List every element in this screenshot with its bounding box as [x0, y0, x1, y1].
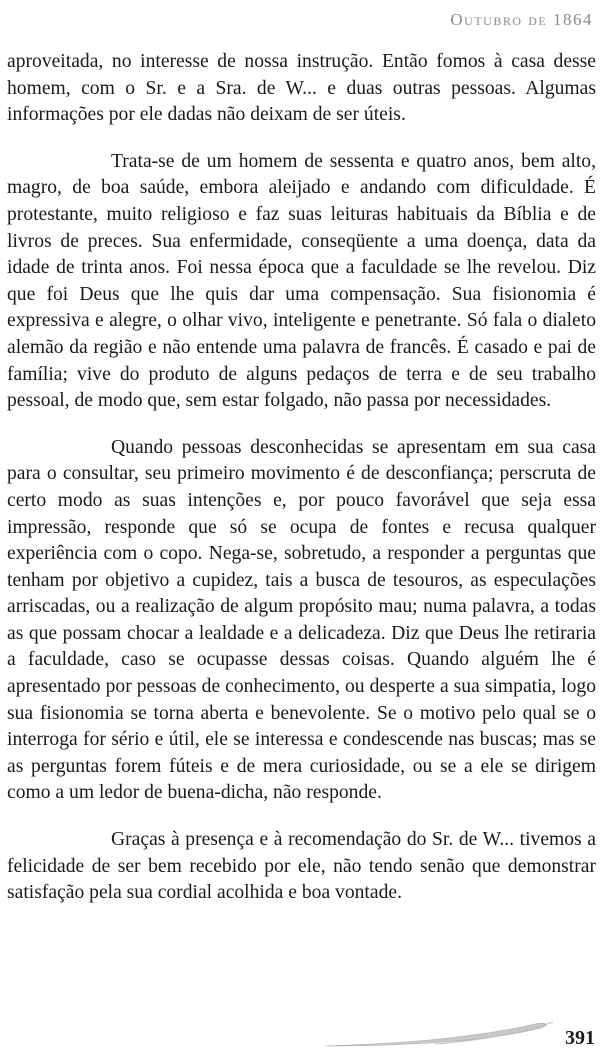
paragraph-continuation: aproveitada, no interesse de nossa instrução. Então fomos à casa desse homem, com o Sr. e a Sra. de W... e duas outras pessoas. Algumas informações por ele dadas não deixam de ser úteis.: [7, 51, 596, 126]
paragraph-reception: Graças à presença e à recomendação do Sr. de W... tivemos a felicidade de ser bem recebido por ele, não tendo senão que demonstrar satisfação pela sua cordial acolhida e boa vontade.: [7, 829, 596, 904]
swoosh-ornament-icon: [295, 1010, 595, 1050]
paragraph-description: Trata-se de um homem de sessenta e quatro anos, bem alto, magro, de boa saúde, embora aleijado e andando com dificuldade. É protestante, muito religioso e faz suas leituras habituais da Bíblia e de livros de preces. Sua enfermidade, conseqüente a uma doença, data da idade de trinta anos. Foi nessa época que a faculdade se lhe revelou. Diz que foi Deus que lhe quis dar uma compensação. Sua fisionomia é expressiva e alegre, o olhar vivo, inteligente e penetrante. Só fala o dialeto alemão da região e não entende uma palavra de francês. É casado e pai de família; vive do produto de alguns pedaços de terra e de seu trabalho pessoal, de modo que, sem estar folgado, não passa por necessidades.: [7, 150, 596, 412]
page-body: [7, 49, 596, 907]
paragraph-gap: [7, 129, 596, 149]
page-number: 391: [565, 1027, 595, 1049]
paragraph-gap: [7, 807, 596, 827]
paragraph-consultation: Quando pessoas desconhecidas se apresentam em sua casa para o consultar, seu primeiro movimento é de desconfiança; perscruta de certo modo as suas intenções e, por pouco favorável que seja essa impressão, responde que só se ocupa de fontes e recusa qualquer experiência com o copo. Nega-se, sobretudo, a responder a perguntas que tenham por objetivo a cupidez, tais a busca de tesouros, as especulações arriscadas, ou a realização de algum propósito mau; numa palavra, a todas as que possam chocar a lealdade e a delicadeza. Diz que Deus lhe retiraria a faculdade, caso se ocupasse dessas coisas. Quando alguém lhe é apresentado por pessoas de conhecimento, ou desperte a sua simpatia, logo sua fisionomia se torna aberta e benevolente. Se o motivo pelo qual se o interroga for sério e útil, ele se interessa e condescende nas buscas; mas se as perguntas forem fúteis e de mera curiosidade, ou se a ele se dirigem como a um ledor de buena-dicha, não responde.: [7, 436, 596, 804]
page-footer: [295, 1010, 595, 1050]
paragraph-gap: [7, 415, 596, 435]
running-header: Outubro de 1864: [450, 10, 593, 29]
